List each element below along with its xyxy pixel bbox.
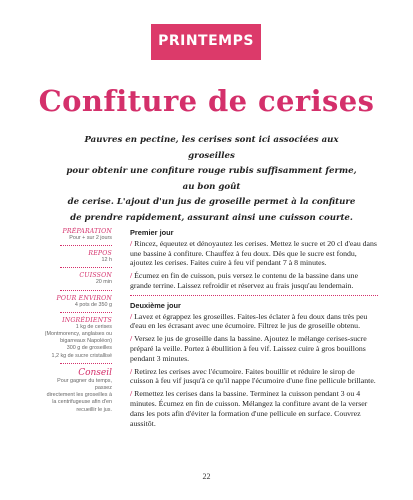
ingredient-line: 1 kg de cerises: [75, 323, 112, 330]
preparation-value: Pour + sur 2 jours: [69, 235, 112, 241]
intro-line: de cerise. L'ajout d'un jus de groseille permet à la confiture: [67, 197, 356, 207]
recipe-intro: [62, 133, 361, 226]
portion-value: 4 pots de 350 g: [74, 301, 112, 308]
intro-line: de prendre rapidement, assurant ainsi une cuisson courte.: [70, 212, 353, 223]
conseil-line: directement les groseilles à: [46, 392, 112, 399]
repos-label: REPOS: [88, 250, 112, 258]
step-marker: /: [130, 271, 133, 281]
portion-label: POUR ENVIRON: [56, 294, 112, 302]
sidebar-divider: [60, 363, 112, 364]
step-text: Remettez les cerises dans la bassine. Terminez la cuisson pendant 3 ou 4 minutes. Écumez en fin de cuisson. Mélangez la confiture avant de la verser dans les pots afin d'éviter la formation d'une pellicule en surface. Couvrez aussitôt.: [130, 389, 368, 428]
ingredient-line: 300 g de groseilles: [66, 345, 112, 352]
step-marker: /: [130, 366, 133, 376]
ingredient-line: (Montmorency, anglaises ou: [44, 331, 112, 338]
intro-line: pour obtenir une confiture rouge rubis suffisamment ferme, au bon goût: [66, 166, 357, 192]
page-number: 22: [202, 472, 211, 481]
day1-heading: Premier jour: [130, 228, 174, 237]
step-item: [130, 334, 378, 363]
step-item: [130, 239, 378, 268]
ingredient-line: 1,2 kg de sucre cristallisé: [51, 352, 112, 359]
step-item: [130, 312, 378, 332]
step-marker: /: [130, 334, 133, 344]
recipe-sidebar: [44, 228, 112, 414]
step-marker: /: [130, 311, 133, 321]
step-text: Lavez et égrappez les groseilles. Faites-les éclater à feu doux dans très peu d'eau en les écrasant avec une écumoire. Filtrez le jus de groseille obtenu.: [130, 311, 368, 331]
ingredient-line: bigarreaux Napoléon): [60, 338, 112, 345]
cuisson-value: 20 min: [95, 279, 112, 286]
step-item: [130, 367, 378, 387]
sidebar-divider: [60, 267, 112, 268]
repos-value: 12 h: [101, 257, 112, 264]
conseil-line: Pour gagner du temps, passez: [57, 377, 112, 392]
preparation-label: PRÉPARATION: [62, 228, 112, 235]
conseil-label: Conseil: [78, 367, 112, 378]
recipe-steps: [130, 228, 378, 431]
conseil-line: la centrifugeuse afin d'en: [52, 399, 112, 406]
step-text: Écumez en fin de cuisson, puis versez le contenu de la bassine dans une grande terrine. Laissez refroidir et réservez au frais jusqu'au lendemain.: [130, 271, 359, 290]
step-text: Rincez, équeutez et dénoyautez les cerises. Mettez le sucre et 20 cl d'eau dans une bassine à confiture. Chauffez à feu doux. Dès que le sucre est fondu, ajoutez les cerises. Faites cuire à feu vif pendant 7 à 8 minutes.: [130, 238, 377, 268]
season-banner: [151, 24, 261, 60]
sidebar-divider: [60, 245, 112, 246]
step-item: [130, 271, 378, 291]
step-marker: /: [130, 389, 133, 399]
step-text: Versez le jus de groseille dans la bassine. Ajoutez le mélange cerises-sucre préparé la veille. Portez à ébullition à feu vif. Laissez cuire à gros bouillons pendant 3 minutes.: [130, 334, 367, 363]
intro-line: Pauvres en pectine, les cerises sont ici associées aux groseilles: [84, 135, 339, 161]
recipe-title: Confiture de cerises: [38, 84, 375, 118]
season-label: PRINTEMPS: [158, 33, 254, 49]
sidebar-divider: [60, 290, 112, 291]
day-divider: [130, 295, 378, 296]
step-marker: /: [130, 238, 133, 248]
day2-heading: Deuxième jour: [130, 300, 181, 310]
ingredients-label: INGRÉDIENTS: [62, 316, 112, 324]
cuisson-label: CUISSON: [79, 272, 112, 280]
step-text: Retirez les cerises avec l'écumoire. Faites bouillir et réduire le sirop de cuisson à feu vif jusqu'à ce qu'il nappe l'écumoire d'une fine pellicule brillante.: [130, 366, 376, 386]
sidebar-divider: [60, 312, 112, 313]
conseil-line: recueillir le jus.: [76, 406, 112, 413]
step-item: [130, 389, 378, 428]
